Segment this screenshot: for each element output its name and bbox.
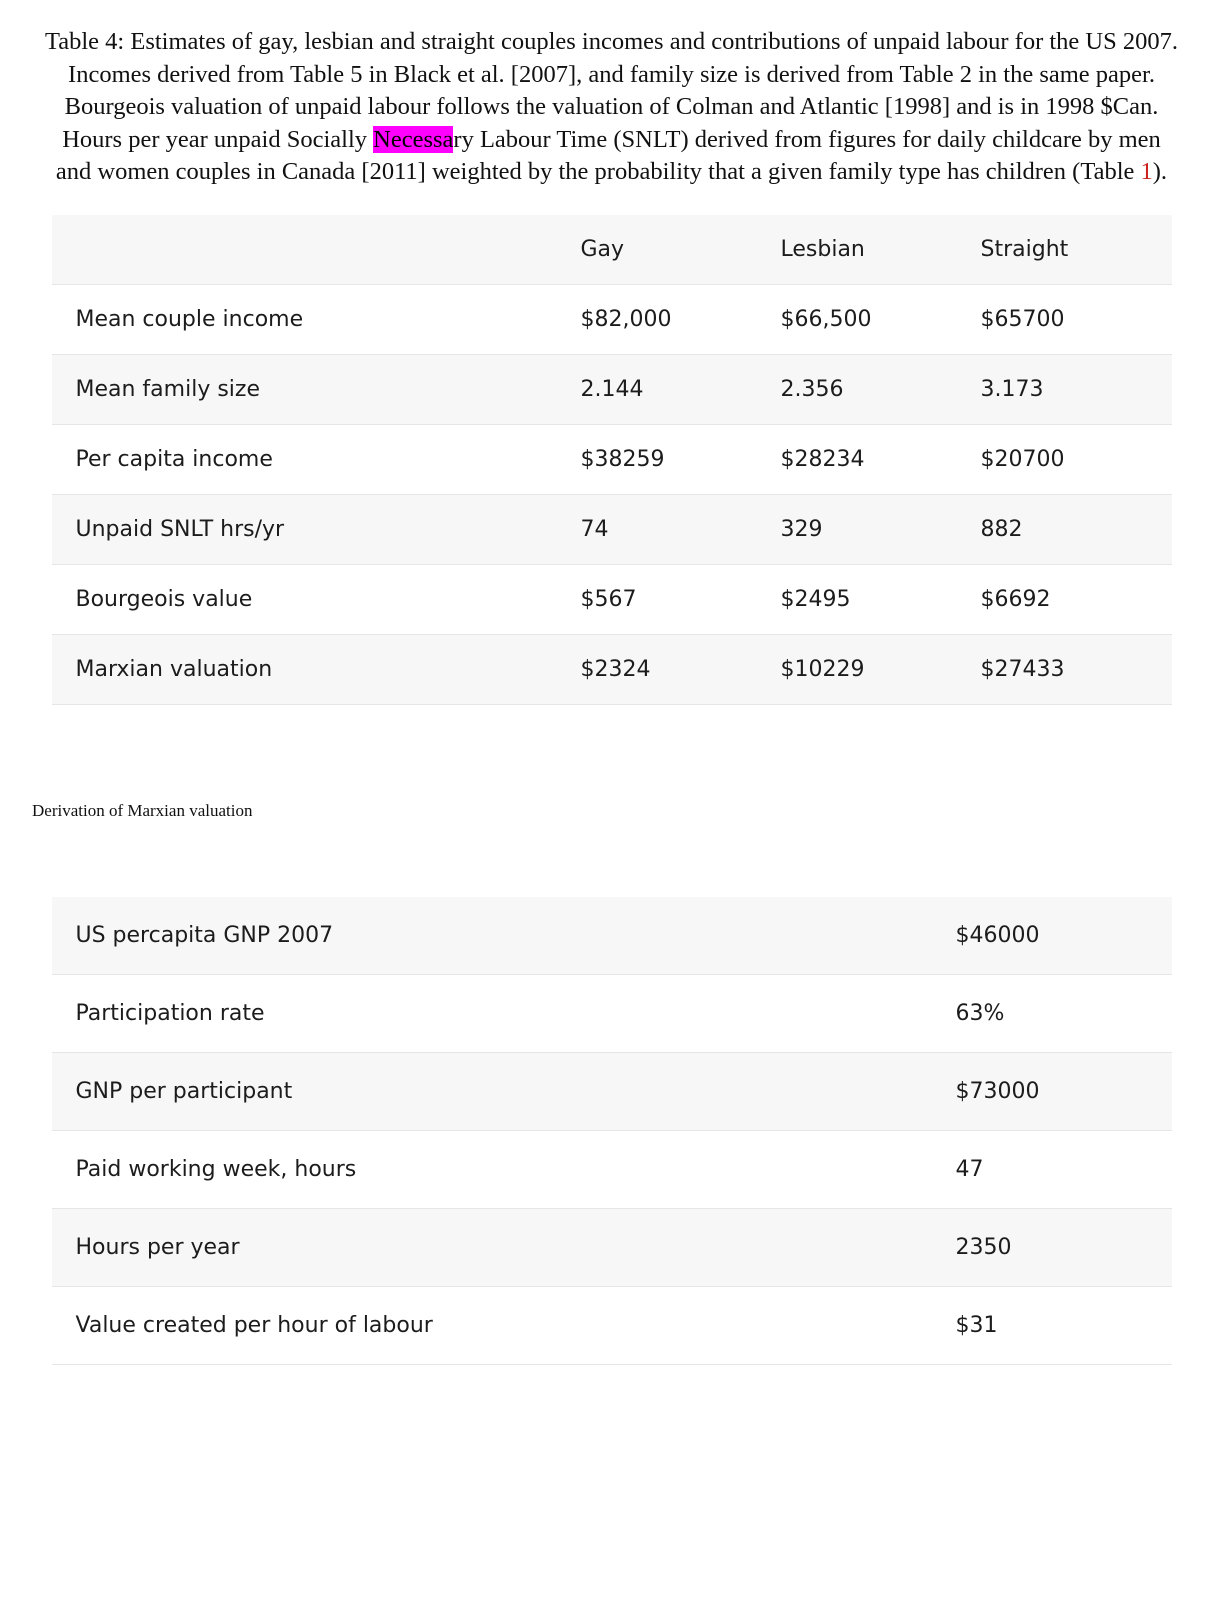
column-header-straight: Straight — [957, 215, 1172, 285]
cell-straight: 882 — [957, 494, 1172, 564]
cell-lesbian: 2.356 — [757, 354, 957, 424]
row-label: Mean couple income — [52, 284, 557, 354]
row-label: Marxian valuation — [52, 634, 557, 704]
cell-lesbian: $66,500 — [757, 284, 957, 354]
column-header-blank — [52, 215, 557, 285]
row-label: Hours per year — [52, 1208, 932, 1286]
estimates-table — [52, 215, 1172, 705]
table-row — [52, 424, 1172, 494]
estimates-table-head — [52, 215, 1172, 285]
column-header-lesbian: Lesbian — [757, 215, 957, 285]
derivation-table — [52, 897, 1172, 1365]
cell-lesbian: $2495 — [757, 564, 957, 634]
row-label: Unpaid SNLT hrs/yr — [52, 494, 557, 564]
row-label: Mean family size — [52, 354, 557, 424]
estimates-table-body — [52, 284, 1172, 704]
table-row — [52, 974, 1172, 1052]
table-row — [52, 1208, 1172, 1286]
row-label: Bourgeois value — [52, 564, 557, 634]
cell-gay: $2324 — [557, 634, 757, 704]
row-label: US percapita GNP 2007 — [52, 897, 932, 975]
row-value: 47 — [932, 1130, 1172, 1208]
table-row — [52, 634, 1172, 704]
row-label: GNP per participant — [52, 1052, 932, 1130]
cell-gay: $82,000 — [557, 284, 757, 354]
layout-spacer — [26, 821, 1197, 897]
table-row — [52, 564, 1172, 634]
cell-straight: $65700 — [957, 284, 1172, 354]
row-label: Paid working week, hours — [52, 1130, 932, 1208]
cell-lesbian: 329 — [757, 494, 957, 564]
cell-straight: $6692 — [957, 564, 1172, 634]
column-header-gay: Gay — [557, 215, 757, 285]
row-value: 2350 — [932, 1208, 1172, 1286]
cell-lesbian: $28234 — [757, 424, 957, 494]
row-label: Participation rate — [52, 974, 932, 1052]
table-row — [52, 354, 1172, 424]
cell-gay: 2.144 — [557, 354, 757, 424]
table-row — [52, 1130, 1172, 1208]
derivation-caption: Derivation of Marxian valuation — [32, 800, 253, 820]
table-row — [52, 897, 1172, 975]
table-caption — [26, 26, 1197, 189]
caption-text-before-highlight: Table 4: Estimates of gay, lesbian and straight couples incomes and contributions of unpaid labour for the US 2007. Incomes derived from Table 5 in Black et al. [2007], and family size is derived from Table 2 in the same paper. Bourgeois valuation of unpaid labour follows the valuation of Colman and Atlantic [1998] and is in 1998 $Can. Hours per year unpaid Socially — [45, 28, 1178, 153]
row-label: Per capita income — [52, 424, 557, 494]
table-reference-link[interactable]: 1 — [1140, 158, 1153, 186]
cell-gay: $38259 — [557, 424, 757, 494]
row-value: $46000 — [932, 897, 1172, 975]
table-row — [52, 1052, 1172, 1130]
cell-straight: $27433 — [957, 634, 1172, 704]
row-value: $73000 — [932, 1052, 1172, 1130]
highlighted-text: Necessa — [373, 125, 454, 153]
row-value: 63% — [932, 974, 1172, 1052]
cell-gay: 74 — [557, 494, 757, 564]
caption-text-after-highlight: ry Labour Time (SNLT) derived from figures for daily childcare by men and women couples in Canada [2011] weighted by the probability that a given family type has children (Table — [55, 125, 1161, 186]
derivation-table-body — [52, 897, 1172, 1365]
table-header-row — [52, 215, 1172, 285]
cell-lesbian: $10229 — [757, 634, 957, 704]
caption-text-end: ). — [1152, 158, 1168, 186]
cell-straight: $20700 — [957, 424, 1172, 494]
table-row — [52, 284, 1172, 354]
row-value: $31 — [932, 1286, 1172, 1364]
cell-gay: $567 — [557, 564, 757, 634]
cell-straight: 3.173 — [957, 354, 1172, 424]
row-label: Value created per hour of labour — [52, 1286, 932, 1364]
table-row — [52, 494, 1172, 564]
table-row — [52, 1286, 1172, 1364]
